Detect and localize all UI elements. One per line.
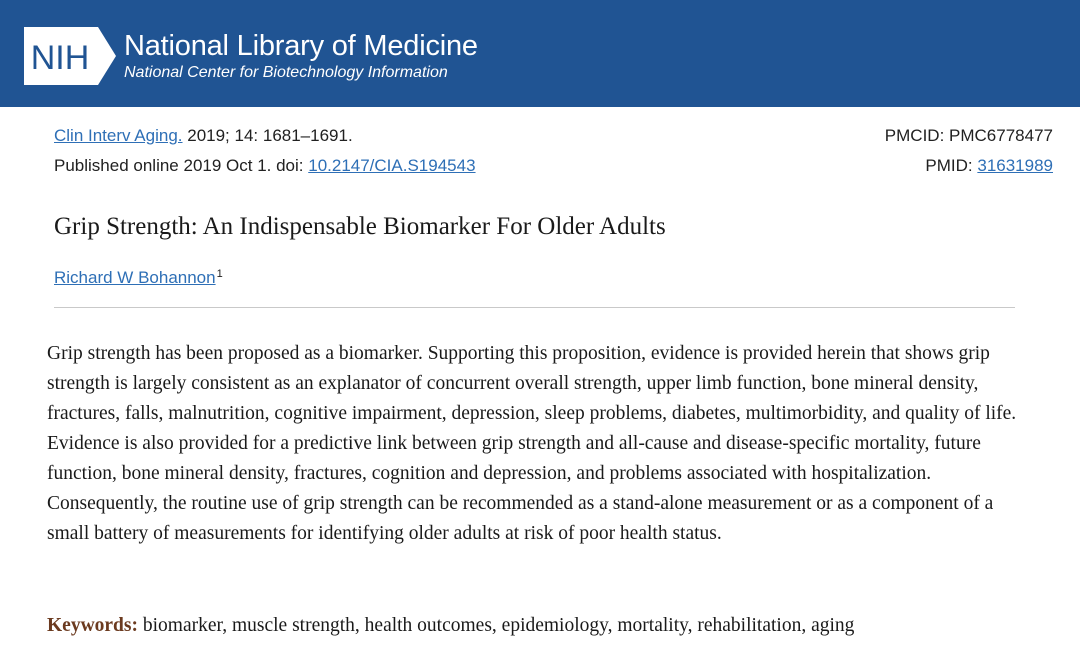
pmcid-line [885,126,1053,146]
volume-info: 2019; 14: 1681–1691. [182,126,353,145]
site-header [0,0,1080,107]
divider [54,307,1015,308]
published-line [54,156,476,176]
citation-line [54,126,353,146]
pmcid-label: PMCID: [884,126,950,145]
doi-link[interactable]: 10.2147/CIA.S194543 [308,156,476,175]
site-subtitle: National Center for Biotechnology Information [124,64,448,81]
pmcid-value: PMC6778477 [949,126,1053,145]
pmid-label: PMID: [925,156,978,175]
pmid-link[interactable]: 31631989 [977,156,1053,175]
author-line [54,268,223,288]
pmid-line [925,156,1053,176]
nih-logo[interactable] [24,27,116,85]
keywords-label: Keywords: [47,615,138,636]
abstract-text: Grip strength has been proposed as a biomarker. Supporting this proposition, evidence is provided herein that shows grip strength is largely consistent as an explanator of concurrent overall strength, upper limb function, bone mineral density, fractures, falls, malnutrition, cognitive impairment, depression, sleep problems, diabetes, multimorbidity, and quality of life. Evidence is also provided for a predictive link between grip strength and all-cause and disease-specific mortality, future function, bone mineral density, fractures, cognition and depression, and problems associated with hospitalization. Consequently, the routine use of grip strength can be recommended as a stand-alone measurement or as a component of a small battery of measurements for identifying older adults at risk of poor health status. [47,343,1017,544]
keywords-text: biomarker, muscle strength, health outcomes, epidemiology, mortality, rehabilitation, aging [138,615,855,636]
author-link[interactable]: Richard W Bohannon [54,268,216,287]
keywords-line [47,611,1047,641]
author-affiliation-marker[interactable]: 1 [216,268,223,280]
journal-link[interactable]: Clin Interv Aging. [54,126,183,145]
article-title: Grip Strength: An Indispensable Biomarker For Older Adults [54,213,666,240]
site-title[interactable]: National Library of Medicine [124,30,478,62]
published-prefix: Published online 2019 Oct 1. doi: [54,156,309,175]
nih-logo-text: NIH [30,39,90,77]
